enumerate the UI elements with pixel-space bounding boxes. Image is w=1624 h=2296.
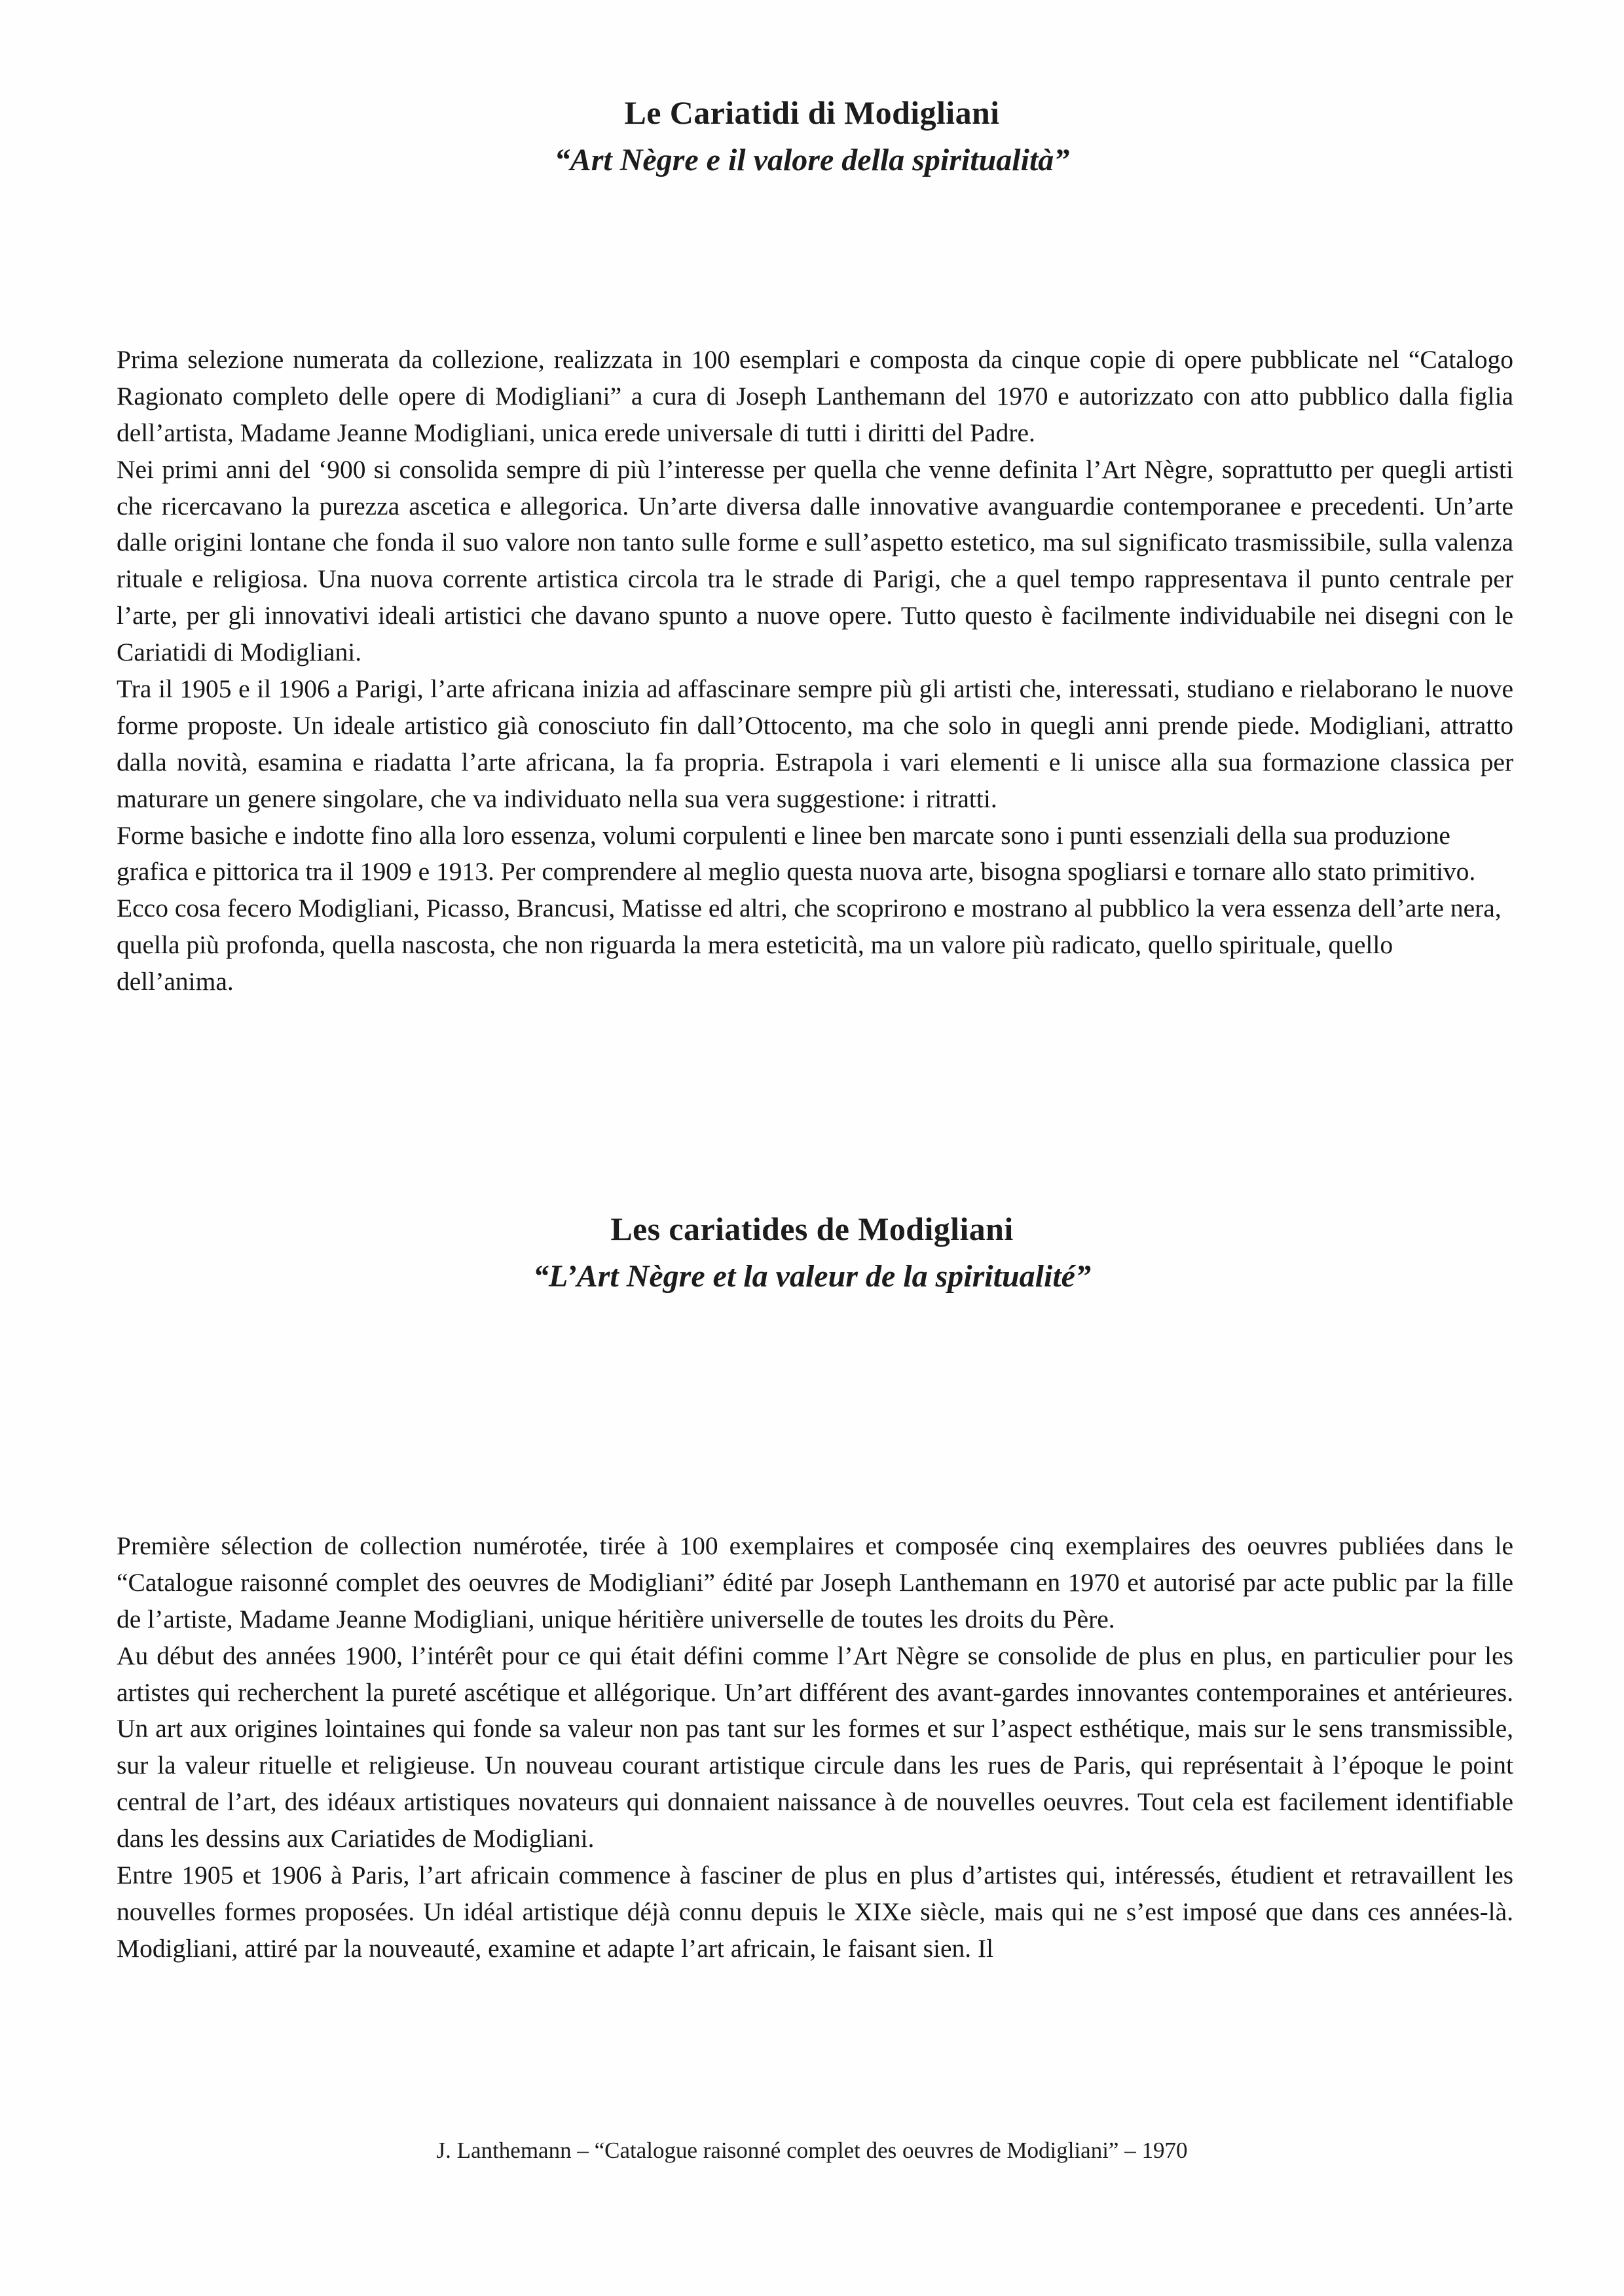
footer-citation: J. Lanthemann – “Catalogue raisonné complet des oeuvres de Modigliani” – 1970 [436, 2138, 1188, 2163]
paragraph: Au début des années 1900, l’intérêt pour ce qui était défini comme l’Art Nègre se consolide de plus en plus, en particulier pour les artistes qui recherchent la pureté ascétique et allégorique. Un’art différent des avant-gardes innovantes contemporaines et antérieures. Un art aux origines lointaines qui fonde sa valeur non pas tant sur les formes et sur l’aspect esthétique, mais sur le sens transmissible, sur la valeur rituelle et religieuse. Un nouveau courant artistique circule dans les rues de Paris, qui représentait à l’époque le point central de l’art, des idéaux artistiques novateurs qui donnaient naissance à de nouvelles oeuvres. Tout cela est facilement identifiable dans les dessins aux Cariatides de Modigliani. [117, 1641, 1513, 1853]
page-subtitle-italian: “Art Nègre e il valore della spiritualità” [554, 143, 1070, 177]
italian-title-block [0, 92, 1624, 181]
page-subtitle-french: “L’Art Nègre et la valeur de la spiritualité” [533, 1259, 1091, 1294]
italian-body-text [117, 342, 1513, 1000]
paragraph: Première sélection de collection numérotée, tirée à 100 exemplaires et composée cinq exemplaires des oeuvres publiées dans le “Catalogue raisonné complet des oeuvres de Modigliani” édité par Joseph Lanthemann en 1970 et autorisé par acte public par la fille de l’artiste, Madame Jeanne Modigliani, unique héritière universelle de toutes les droits du Père. [117, 1531, 1513, 1633]
paragraph: Prima selezione numerata da collezione, realizzata in 100 esemplari e composta da cinque copie di opere pubblicate nel “Catalogo Ragionato completo delle opere di Modigliani” a cura di Joseph Lanthemann del 1970 e autorizzato con atto pubblico dalla figlia dell’artista, Madame Jeanne Modigliani, unica erede universale di tutti i diritti del Padre. [117, 345, 1513, 447]
paragraph: Entre 1905 et 1906 à Paris, l’art africain commence à fasciner de plus en plus d’artistes qui, intéressés, étudient et retravaillent les nouvelles formes proposées. Un idéal artistique déjà connu depuis le XIXe siècle, mais qui ne s’est imposé que dans ces années-là. Modigliani, attiré par la nouveauté, examine et adapte l’art africain, le faisant sien. Il [117, 1861, 1513, 1963]
paragraph: Nei primi anni del ‘900 si consolida sempre di più l’interesse per quella che venne definita l’Art Nègre, soprattutto per quegli artisti che ricercavano la purezza ascetica e allegorica. Un’arte diversa dalle innovative avanguardie contemporanee e precedenti. Un’arte dalle origini lontane che fonda il suo valore non tanto sulle forme e sull’aspetto estetico, ma sul significato trasmissibile, sulla valenza rituale e religiosa. Una nuova corrente artistica circola tra le strade di Parigi, che a quel tempo rappresentava il punto centrale per l’arte, per gli innovativi ideali artistici che davano spunto a nuove opere. Tutto questo è facilmente individuabile nei disegni con le Cariatidi di Modigliani. [117, 454, 1513, 667]
page-title-french: Les cariatides de Modigliani [610, 1211, 1014, 1247]
french-body-text [117, 1528, 1513, 1967]
french-title-block [0, 1208, 1624, 1297]
paragraph: Forme basiche e indotte fino alla loro essenza, volumi corpulenti e linee ben marcate sono i punti essenziali della sua produzione grafica e pittorica tra il 1909 e 1913. Per comprendere al meglio questa nuova arte, bisogna spogliarsi e tornare allo stato primitivo. Ecco cosa fecero Modigliani, Picasso, Brancusi, Matisse ed altri, che scoprirono e mostrano al pubblico la vera essenza dell’arte nera, quella più profonda, quella nascosta, che non riguarda la mera esteticità, ma un valore più radicato, quello spirituale, quello dell’anima. [117, 820, 1502, 996]
paragraph: Tra il 1905 e il 1906 a Parigi, l’arte africana inizia ad affascinare sempre più gli artisti che, interessati, studiano e rielaborano le nuove forme proposte. Un ideale artistico già conosciuto fin dall’Ottocento, ma che solo in quegli anni prende piede. Modigliani, attratto dalla novità, esamina e riadatta l’arte africana, la fa propria. Estrapola i vari elementi e li unisce alla sua formazione classica per maturare un genere singolare, che va individuato nella sua vera suggestione: i ritratti. [117, 674, 1513, 813]
footer-citation-area [0, 2136, 1624, 2166]
page-title-italian: Le Cariatidi di Modigliani [624, 94, 1000, 131]
